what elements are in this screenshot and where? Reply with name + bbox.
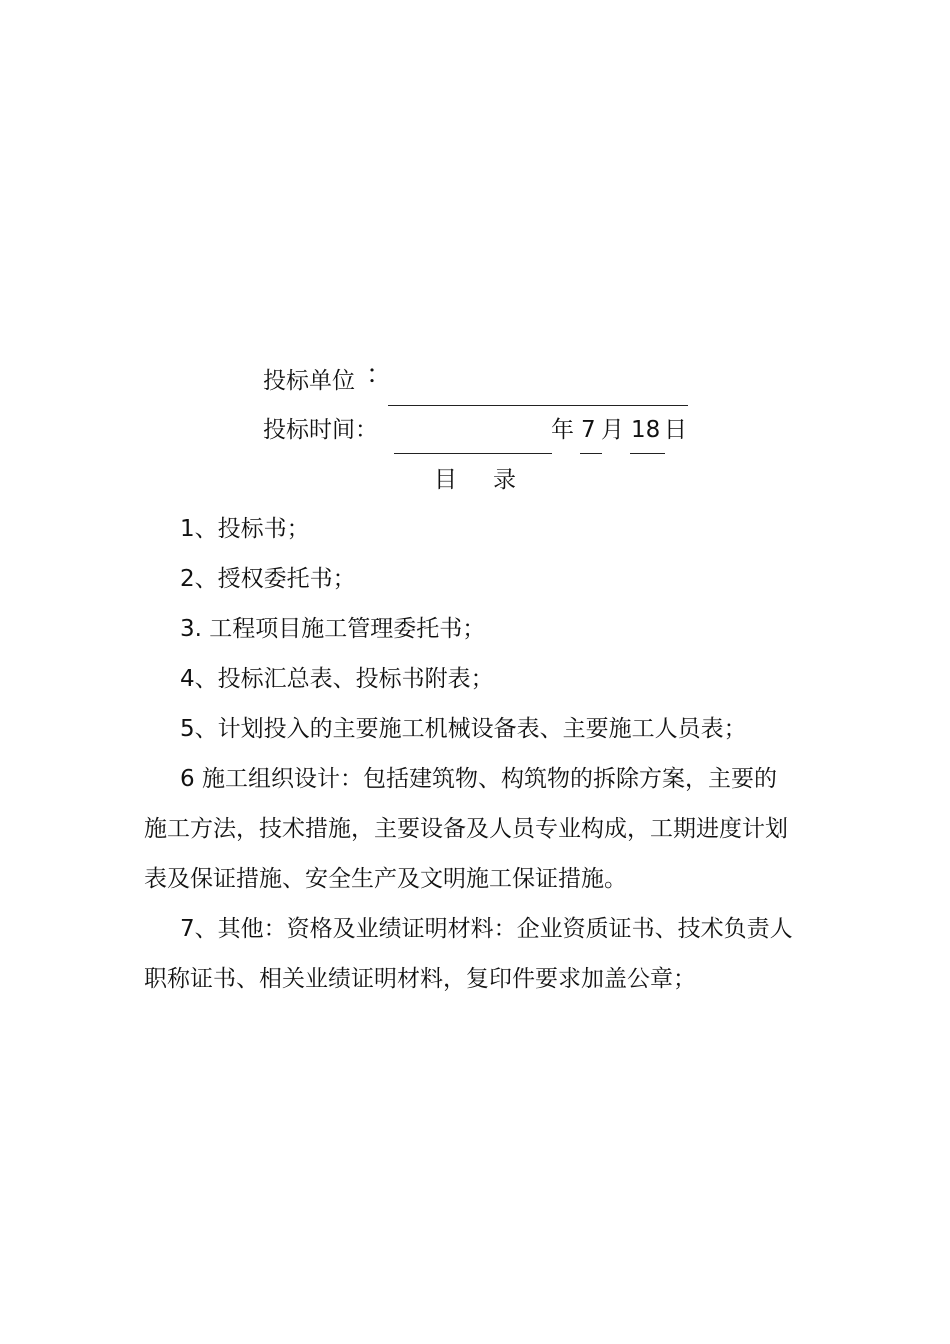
toc-title-left: 目 bbox=[434, 467, 457, 493]
bid-month-char: 月 bbox=[601, 417, 624, 443]
toc-item-7-line-2: 职称证书、相关业绩证明材料，复印件要求加盖公章； bbox=[144, 966, 696, 992]
toc-item-6-line-3: 表及保证措施、安全生产及文明施工保证措施。 bbox=[144, 866, 627, 892]
bid-year-underline bbox=[394, 453, 552, 454]
toc-item-1: 1、投标书； bbox=[180, 516, 310, 542]
toc-item-7-line-1: 7、其他：资格及业绩证明材料：企业资质证书、技术负责人 bbox=[180, 916, 793, 942]
bid-year-char: 年 bbox=[551, 417, 574, 443]
bid-month-value: 7 bbox=[581, 417, 596, 443]
bid-day-char: 日 bbox=[664, 417, 687, 443]
bid-unit-underline bbox=[388, 405, 688, 406]
bid-unit-colon: ： bbox=[366, 360, 393, 390]
toc-title-right: 录 bbox=[493, 467, 516, 493]
toc-item-2: 2、授权委托书； bbox=[180, 566, 356, 592]
bid-month-underline bbox=[580, 453, 602, 454]
toc-item-5: 5、计划投入的主要施工机械设备表、主要施工人员表； bbox=[180, 716, 747, 742]
bid-day-value: 18 bbox=[631, 417, 661, 443]
toc-item-6-line-1: 6 施工组织设计：包括建筑物、构筑物的拆除方案，主要的 bbox=[180, 766, 777, 792]
toc-item-3: 3. 工程项目施工管理委托书； bbox=[180, 616, 486, 642]
toc-item-4: 4、投标汇总表、投标书附表； bbox=[180, 666, 494, 692]
bid-day-underline bbox=[630, 453, 665, 454]
toc-item-6-line-2: 施工方法，技术措施，主要设备及人员专业构成，工期进度计划 bbox=[144, 816, 788, 842]
bid-unit-label: 投标单位 bbox=[263, 368, 355, 394]
bid-time-label: 投标时间： bbox=[263, 417, 378, 443]
